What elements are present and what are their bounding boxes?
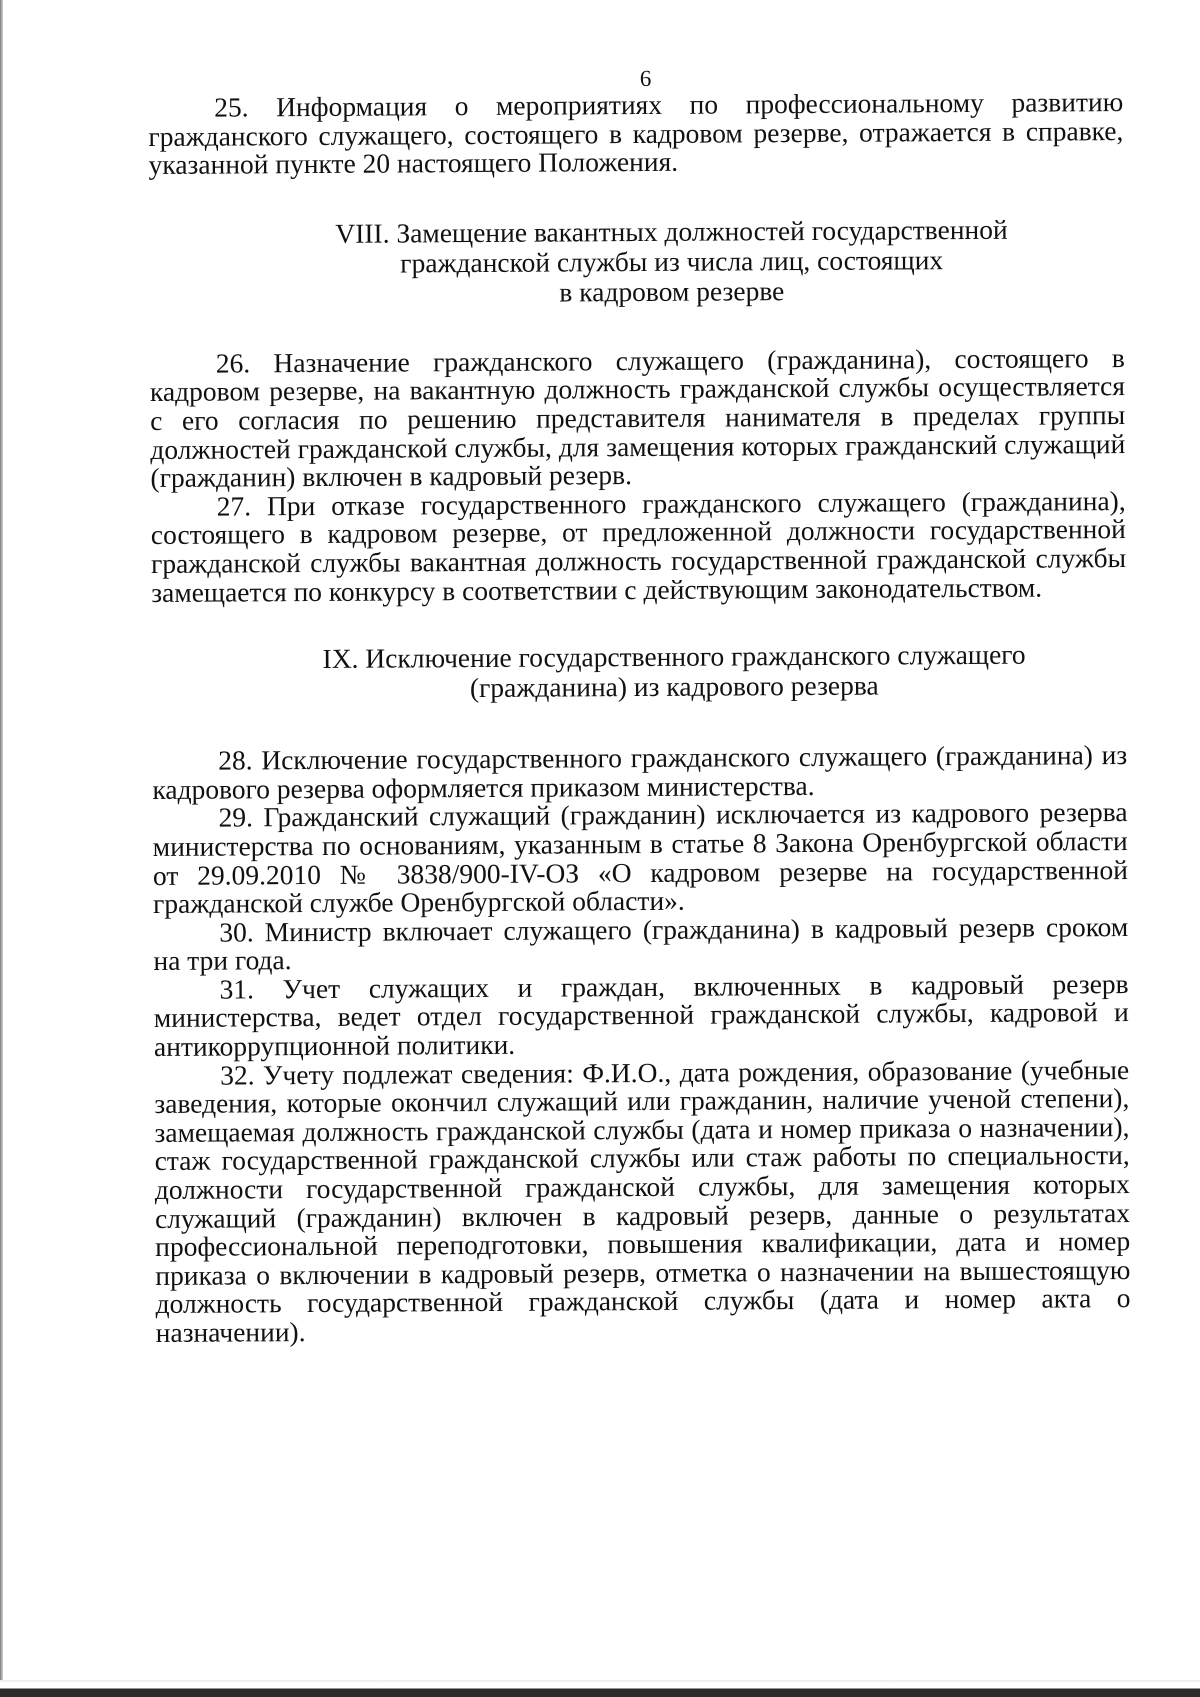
paragraph-26: 26. Назначение гражданского служащего (гражданина), состоящего в кадровом резерве, на вакантную должность гражданской службы осуществляется с его согласия по решению представителя нанимателя в пределах группы должностей гражданской службы, для замещения которых гражданский служащий (гражданин) включен в кадровый резерв. [149,341,1126,494]
section-heading-line: в кадровом резерве [559,274,785,308]
scan-edge-left [0,0,3,1697]
paragraph-29: 29. Гражданский служащий (гражданин) исключается из кадрового резерва министерства по основаниям, указанным в статье 8 Закона Оренбургской области от 29.09.2010 № 3838/900-IV-ОЗ «О кадровом резерве на государственной гражданской службе Оренбургской области». [152,796,1128,920]
paragraph-32: 32. Учету подлежат сведения: Ф.И.О., дата рождения, образование (учебные заведения, которые окончил служащий или гражданин, наличие ученой степени), замещаемая должность гражданской службы (дата и номер приказа о назначении), стаж государственной гражданской службы или стаж работы по специальности, должности государственной гражданской службы, для замещения которых служащий (гражданин) включен в кадровый резерв, данные о результатах профессиональной переподготовки, повышения квалификации, дата и номер приказа о включении в кадровый резерв, отметка о назначении на вышестоящую должность государственной гражданской службы (дата и номер акта о назначении). [154,1053,1131,1348]
section-heading-line: IX. Исключение государственного гражданского служащего [322,638,1026,675]
section-heading-ix [152,639,1127,705]
paragraph-30: 30. Министр включает служащего (гражданина) в кадровый резерв сроком на три года. [153,910,1129,977]
scan-edge-bottom [0,1680,1200,1697]
section-heading-viii [149,214,1125,310]
document-page [148,64,1131,1348]
page-number: 6 [639,65,652,91]
section-heading-line: VIII. Замещение вакантных должностей государственной [335,213,1008,249]
paragraph-27: 27. При отказе государственного гражданского служащего (гражданина), состоящего в кадровом резерве, от предложенной должности государственной гражданской службы вакантная должность государственной гражданской службы замещается по конкурсу в соответствии с действующим законодательством. [150,484,1127,608]
paragraph-28: 28. Исключение государственного гражданского служащего (гражданина) из кадрового резерва оформляется приказом министерства. [152,739,1128,805]
section-heading-line: гражданской службы из числа лиц, состоящих [400,243,944,279]
paragraph-31: 31. Учет служащих и граждан, включенных в кадровый резерв министерства, ведет отдел государственной гражданской службы, кадровой и антикоррупционной политики. [153,967,1129,1063]
paragraph-25: 25. Информация о мероприятиях по профессиональному развитию гражданского служащего, состоящего в кадровом резерве, отражается в справке, указанной пункте 20 настоящего Положения. [148,86,1124,181]
section-heading-line: (гражданина) из кадрового резерва [469,669,879,704]
